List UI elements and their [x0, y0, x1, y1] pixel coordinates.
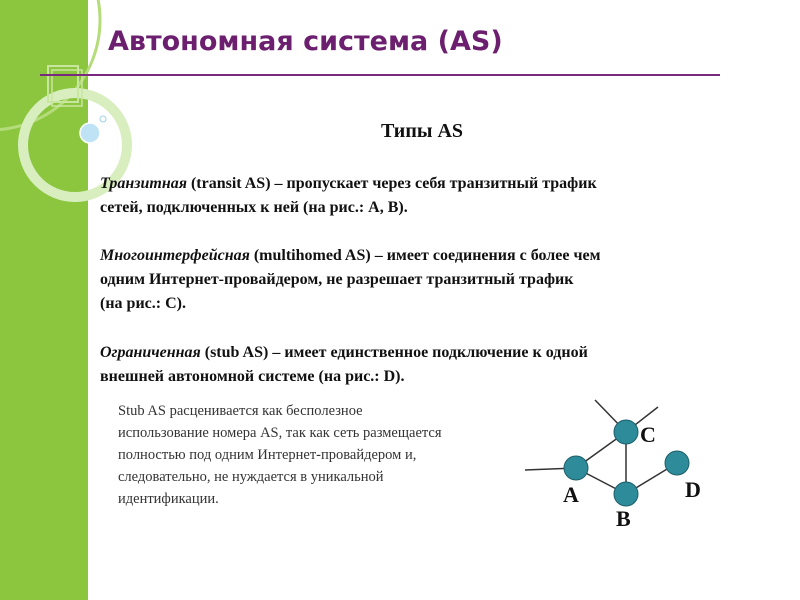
- diagram-edges: [525, 400, 677, 494]
- paragraph-text: (transit AS) – пропускает через себя транзитный трафик: [186, 175, 597, 192]
- slide-title: Автономная система (AS): [108, 26, 503, 57]
- paragraph-text: (multihomed AS) – имеет соединения с более чем: [249, 247, 601, 264]
- note-line: использование номера AS, так как сеть размещается: [118, 425, 442, 441]
- paragraph-line: сетей, подключенных к ней (на рис.: А, В).: [100, 199, 408, 216]
- node-c: [614, 420, 638, 444]
- slide-subtitle: Типы AS: [380, 120, 464, 142]
- term-multihomed: Многоинтерфейсная: [100, 247, 250, 264]
- stub-as-note: [118, 400, 528, 510]
- term-stub: Ограниченная: [100, 344, 201, 361]
- paragraph-line: внешней автономной системе (на рис.: D).: [100, 368, 405, 385]
- paragraph-stub-as: [100, 341, 740, 389]
- term-transit: Транзитная: [100, 175, 187, 192]
- note-line: идентификации.: [118, 491, 219, 507]
- note-line: Stub AS расценивается как бесполезное: [118, 403, 363, 419]
- note-line: полностью под одним Интернет-провайдером и,: [118, 447, 417, 463]
- paragraph-text: (stub AS) – имеет единственное подключение к одной: [200, 344, 588, 361]
- note-line: следовательно, не нуждается в уникальной: [118, 469, 384, 485]
- node-label-a: А: [563, 482, 579, 507]
- node-b: [614, 482, 638, 506]
- node-d: [665, 451, 689, 475]
- node-label-b: В: [616, 506, 631, 531]
- node-a: [564, 456, 588, 480]
- paragraph-multihomed-as: [100, 244, 740, 316]
- paragraph-line: одним Интернет-провайдером, не разрешает транзитный трафик: [100, 271, 574, 288]
- title-divider: [40, 74, 720, 76]
- as-network-diagram: [500, 390, 740, 540]
- paragraph-line: (на рис.: С).: [100, 295, 186, 312]
- node-label-c: С: [640, 422, 656, 447]
- paragraph-transit-as: [100, 172, 740, 220]
- node-label-d: D: [685, 477, 701, 502]
